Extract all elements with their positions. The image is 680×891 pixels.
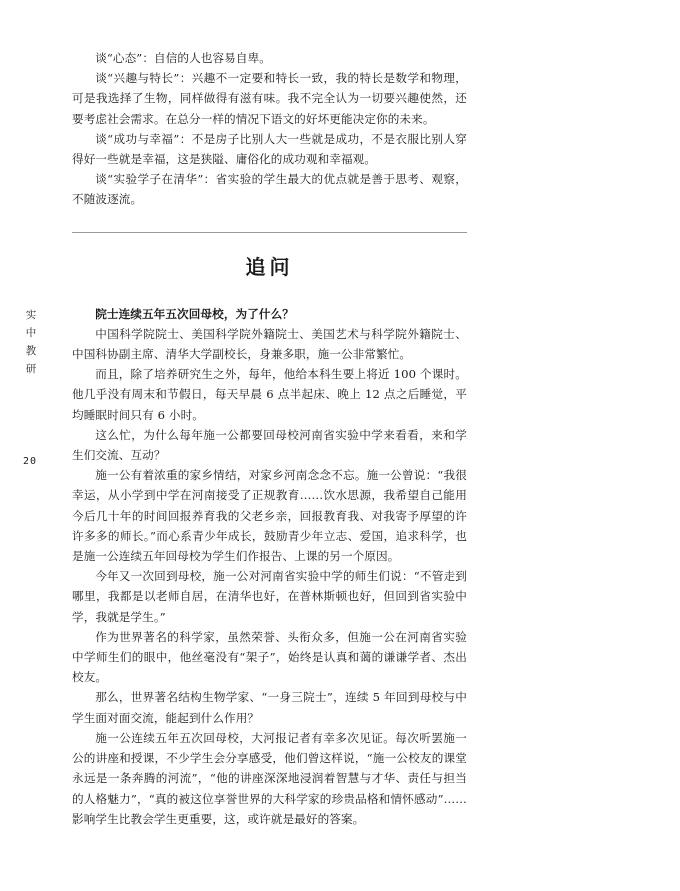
sidebar-char: 教 bbox=[25, 345, 37, 357]
paragraph: 谈“心态”：自信的人也容易自卑。 bbox=[95, 51, 271, 65]
sidebar-char: 中 bbox=[25, 327, 37, 339]
page-number: 20 bbox=[23, 456, 38, 467]
paragraph: 谈“成功与幸福”：不是房子比别人大一些就是成功，不是衣服比别人穿得好一些就是幸福，这是狭隘、庸俗化的成功观和幸福观。 bbox=[72, 131, 467, 167]
paragraph: 作为世界著名的科学家，虽然荣誉、头衔众多，但施一公在河南省实验中学师生们的眼中，他丝毫没有“架子”，始终是认真和蔼的谦谦学者、杰出校友。 bbox=[72, 629, 467, 685]
paragraph: 这么忙，为什么每年施一公都要回母校河南省实验中学来看看，来和学生们交流、互动？ bbox=[72, 427, 467, 463]
paragraph: 施一公连续五年五次回母校，大河报记者有幸多次见证。每次听罢施一公的讲座和授课，不少学生会分享感受，他们曾这样说，“施一公校友的课堂永远是一条奔腾的河流”，“他的讲座深深地浸润着智慧与才华、责任与担当的人格魅力”，“真的被这位享誉世界的大科学家的珍贵品格和情怀感动”……影响学生比教会学生更重要，这，或许就是最好的答案。 bbox=[72, 730, 467, 826]
question-heading: 院士连续五年五次回母校，为了什么？ bbox=[95, 306, 294, 321]
article-content bbox=[72, 34, 467, 829]
paragraph: 谈“实验学子在清华”：省实验的学生最大的优点就是善于思考、观察，不随波逐流。 bbox=[72, 172, 467, 207]
paragraph: 而且，除了培养研究生之外，每年，他给本科生要上将近 100 个课时。他几乎没有周末和节假日，每天早晨 6 点半起床、晚上 12 点之后睡觉，平均睡眠时间只有 6 小时。 bbox=[72, 367, 467, 422]
paragraph: 中国科学院院士、美国科学院外籍院士、美国艺术与科学院外籍院士、中国科协副主席、清华大学副校长，身兼多职，施一公非常繁忙。 bbox=[72, 326, 467, 362]
paragraph: 施一公有着浓重的家乡情结，对家乡河南念念不忘。施一公曾说：“我很幸运，从小学到中学在河南接受了正规教育……饮水思源，我希望自己能用今后几十年的时间回报养育我的父老乡亲，回报教育我、对我寄予厚望的许许多多的师长。”而心系青少年成长，鼓励青少年立志、爱国，追求科学，也是施一公连续五年回母校为学生们作报告、上课的另一个原因。 bbox=[72, 468, 467, 564]
paragraph: 那么，世界著名结构生物学家、“一身三院士”，连续 5 年回到母校与中学生面对面交流，能起到什么作用？ bbox=[72, 690, 467, 725]
top-quotes bbox=[72, 48, 467, 210]
section-divider bbox=[72, 232, 467, 233]
paragraph: 今年又一次回到母校，施一公对河南省实验中学的师生们说：“不管走到哪里，我都是以老师自居，在清华也好，在普林斯顿也好，但回到省实验中学，我就是学生。” bbox=[72, 569, 467, 624]
section-title: 追问 bbox=[245, 254, 294, 279]
sidebar-vertical-title bbox=[24, 306, 38, 378]
sidebar-char: 实 bbox=[25, 309, 37, 321]
paragraph: 谈“兴趣与特长”：兴趣不一定要和特长一致，我的特长是数学和物理，可是我选择了生物，同样做得有滋有味。我不完全认为一切要兴趣使然，还要考虑社会需求。在总分一样的情况下语文的好坏更能决定你的未来。 bbox=[72, 71, 467, 126]
sidebar-char: 研 bbox=[25, 363, 37, 375]
